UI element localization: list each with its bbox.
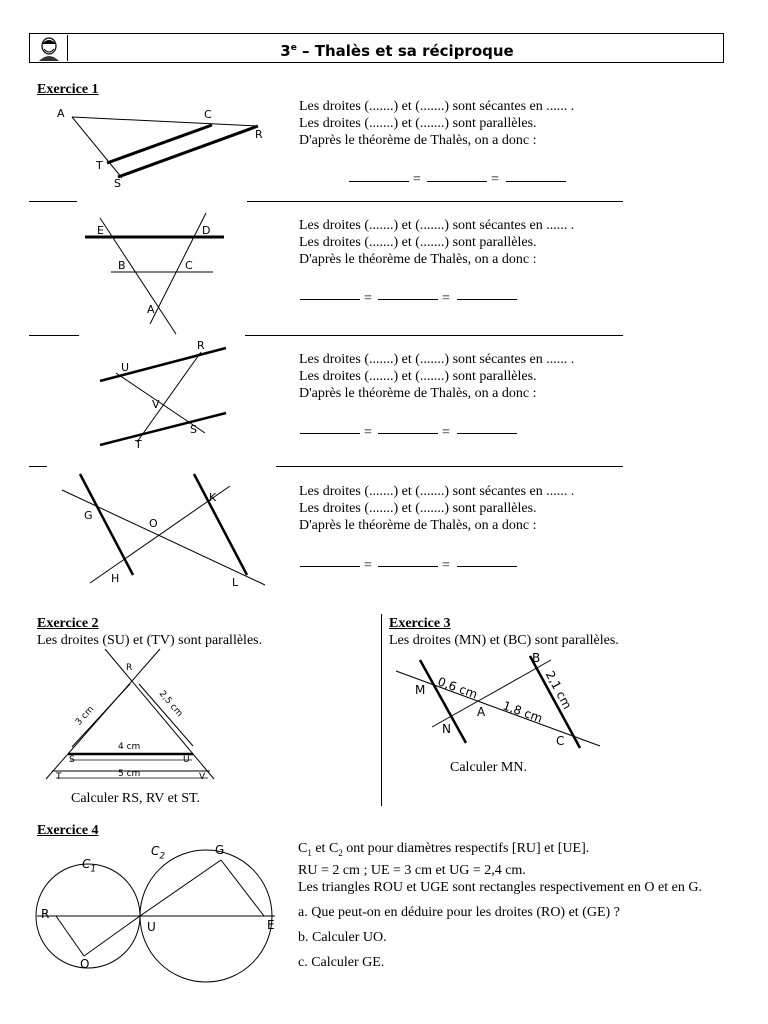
fig2-label-e: E [97,224,104,237]
ex1-b3-line1: Les droites (.......) et (.......) sont sécantes en ...... . [299,352,575,367]
ex4-label-e: E [267,918,275,932]
fig1-label-t: T [96,159,103,172]
fig4-label-l: L [232,576,239,589]
ex4-l1-c: ont pour diamètres respectifs [RU] et [UE]. [342,841,590,856]
ex1-b3-eq1: = [364,425,372,440]
ex4-line1 [298,840,718,862]
ex1-b3-line3: D'après le théorème de Thalès, on a donc : [299,386,537,401]
fig4-label-o: O [149,517,158,530]
ex1-b1-line2: Les droites (.......) et (.......) sont parallèles. [299,116,537,131]
exercise4-text [298,840,718,971]
title-prefix: 3 [280,42,291,60]
exercise3-statement: Les droites (MN) et (BC) sont parallèles. [389,633,619,648]
ex1-b3-eq2: = [442,425,450,440]
fig1-label-s: S [114,177,121,190]
ex4-question-a: a. Que peut-on en déduire pour les droites (RO) et (GE) ? [298,904,620,920]
ex4-l1-a: C [298,841,308,856]
title-rest: – Thalès et sa réciproque [296,42,514,60]
ex1-b4-line2: Les droites (.......) et (.......) sont parallèles. [299,501,537,516]
ex4-l1-b: et C [311,841,339,856]
ex1-b2-line2: Les droites (.......) et (.......) sont parallèles. [299,235,537,250]
ex4-c2-sub: 2 [159,851,166,862]
fig3-label-u: U [121,361,130,374]
ex1-b3-line2: Les droites (.......) et (.......) sont parallèles. [299,369,537,384]
ex1-b1-eq1: = [413,172,421,187]
ex3-label-m: M [415,683,426,697]
ex3-label-a: A [477,705,486,719]
fig4-label-k: K [209,491,217,504]
ex4-l1-sub1: 1 [307,847,312,858]
ex1-b2-eq2: = [442,291,450,306]
ex2-label-rs: 3 cm [73,704,97,728]
ex2-label-v: V [199,772,206,782]
exercise4-title: Exercice 4 [37,823,99,838]
ex3-label-ma: 0,6 cm [435,674,480,702]
fig1-label-r: R [255,128,263,141]
fig3-label-v: V [152,398,160,411]
ex4-c1-letter: C [82,857,91,871]
ex4-question-c: c. Calculer GE. [298,954,385,970]
fig4-label-h: H [111,572,120,585]
ex2-label-s: S [69,755,75,765]
ex4-label-u: U [147,920,156,934]
ex4-label-o: O [80,957,90,971]
ex3-label-bc: 2,1 cm [542,668,575,712]
ex4-label-c2 [151,844,165,861]
fig2-label-d: D [202,224,211,237]
ex4-label-r: R [41,907,50,921]
ex2-label-tv: 5 cm [118,769,141,779]
ex4-line2: RU = 2 cm ; UE = 3 cm et UG = 2,4 cm. [298,862,526,878]
ex4-c2-letter: C [151,844,160,858]
fig2-label-c: C [185,259,193,272]
ex4-question-b: b. Calculer UO. [298,929,387,945]
ex1-b4-line3: D'après le théorème de Thalès, on a donc : [299,518,537,533]
ex3-label-c: C [556,734,565,748]
ex1-b1-line3: D'après le théorème de Thalès, on a donc : [299,133,537,148]
fig1-label-c: C [204,108,212,121]
fig3-label-s: S [190,423,197,436]
ex1-b1-eq2: = [491,172,499,187]
ex4-l1-sub2: 2 [338,847,343,858]
exercise2-title: Exercice 2 [37,616,99,631]
fig3-label-r: R [197,339,205,352]
fig4-label-g: G [84,509,93,522]
fig2-label-a: A [147,303,155,316]
ex4-c1-sub: 1 [90,864,97,875]
title-sup: e [290,43,297,53]
ex1-b2-line3: D'après le théorème de Thalès, on a donc : [299,252,537,267]
ex3-label-n: N [442,722,451,736]
ex1-b1-line1: Les droites (.......) et (.......) sont sécantes en ...... . [299,99,575,114]
exercise2-question: Calculer RS, RV et ST. [71,791,201,806]
ex2-label-t: T [56,772,62,782]
ex4-label-c1 [82,857,96,874]
fig2-label-b: B [118,259,126,272]
exercise1-title: Exercice 1 [37,82,99,97]
ex3-label-b: B [532,651,541,665]
ex2-label-u: U [183,755,190,765]
ex1-b4-eq1: = [364,558,372,573]
ex2-label-su: 4 cm [118,742,141,752]
ex4-label-g: G [215,843,225,857]
ex2-label-r: R [126,663,133,673]
ex1-b4-eq2: = [442,558,450,573]
ex1-b4-line1: Les droites (.......) et (.......) sont sécantes en ...... . [299,484,575,499]
ex1-b2-eq1: = [364,291,372,306]
ex4-line3: Les triangles ROU et UGE sont rectangles respectivement en O et en G. [298,879,702,895]
exercise3-title: Exercice 3 [389,616,451,631]
ex2-label-ru: 2,5 cm [156,688,185,720]
exercise2-statement: Les droites (SU) et (TV) sont parallèles. [37,633,263,648]
exercise3-question: Calculer MN. [450,760,527,775]
fig3-label-t: T [135,438,142,451]
ex1-b2-line1: Les droites (.......) et (.......) sont sécantes en ...... . [299,218,575,233]
fig1-label-a: A [57,107,65,120]
ex3-label-ac: 1,8 cm [500,698,545,726]
